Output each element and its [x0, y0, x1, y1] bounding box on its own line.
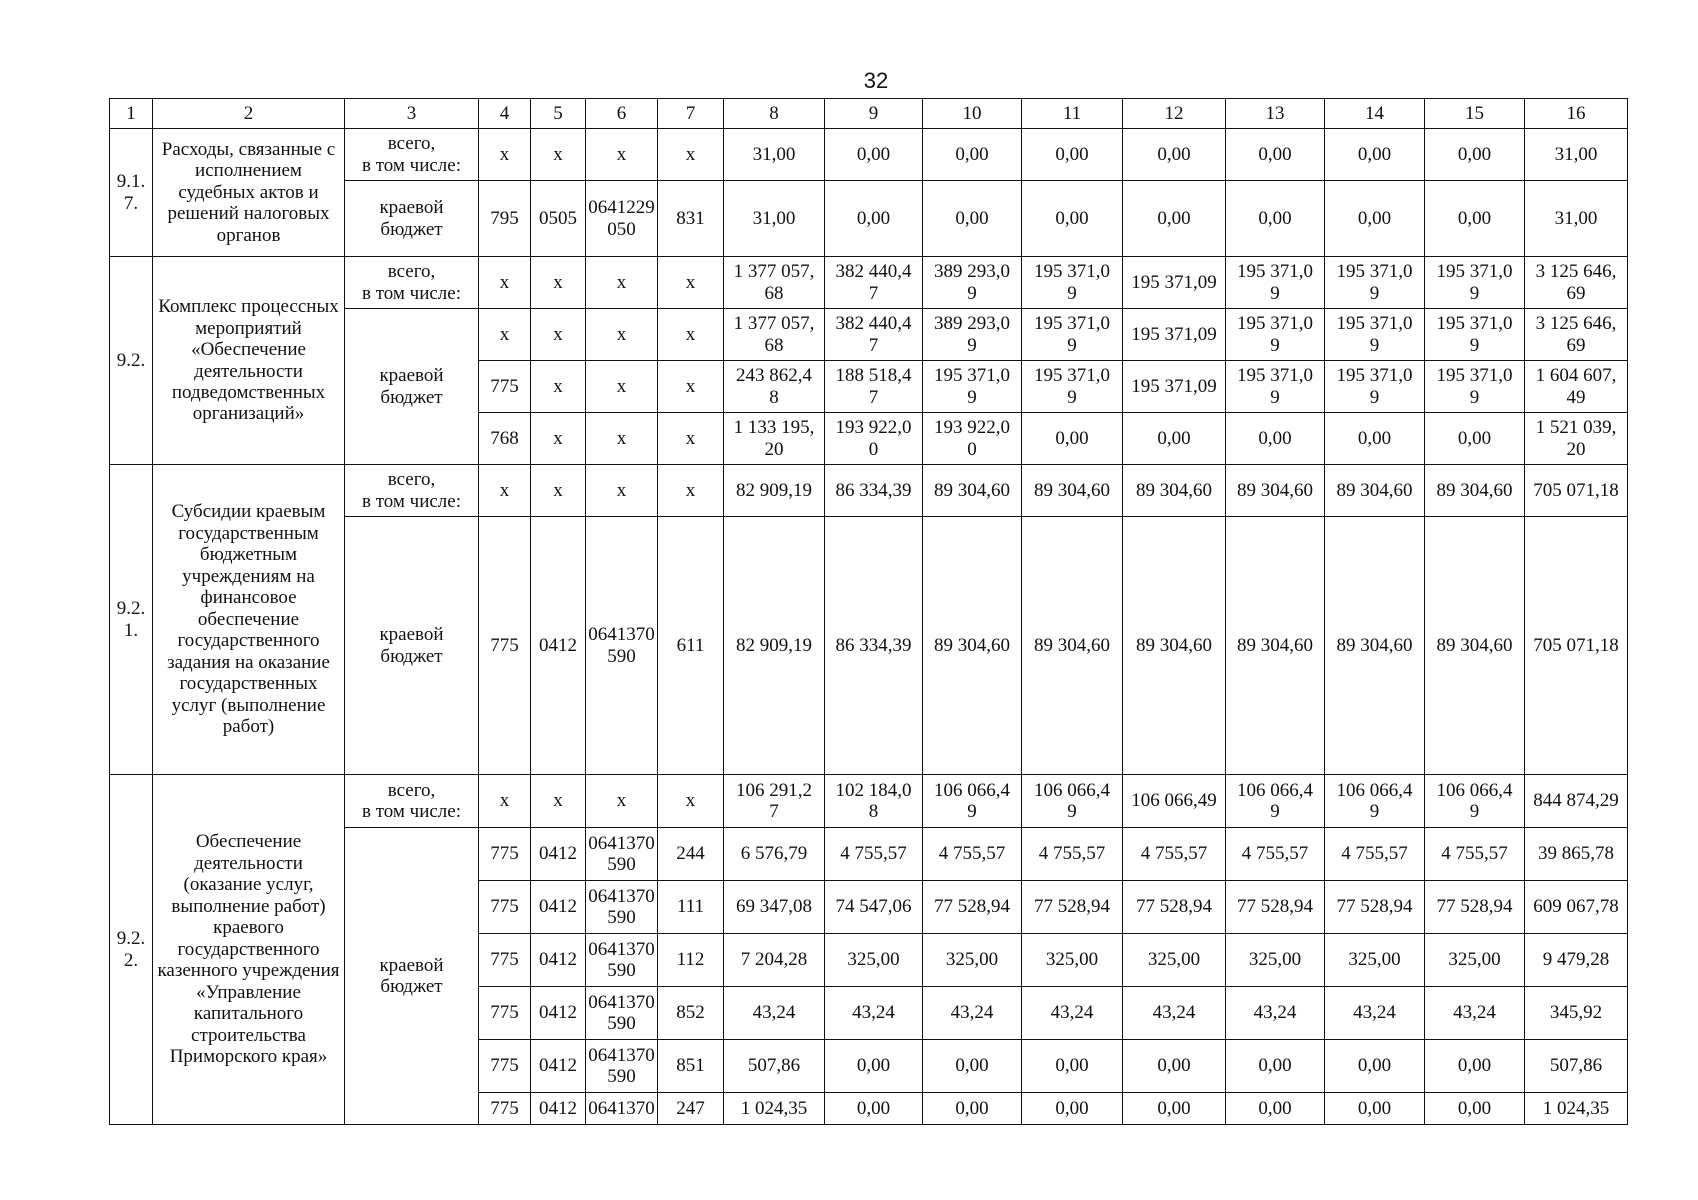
amount-cell: 188 518,4 7 [825, 361, 923, 413]
amount-cell: 106 066,4 9 [1022, 775, 1123, 828]
item-number-cell: 9.2. 1. [110, 465, 153, 775]
amount-cell: 4 755,57 [1123, 828, 1226, 881]
amount-cell: 243 862,4 8 [724, 361, 825, 413]
funding-source-cell: краевой бюджет [345, 181, 479, 257]
funding-source-cell: всего, в том числе: [345, 257, 479, 309]
code-cell: x [586, 129, 658, 181]
amount-cell: 195 371,0 9 [1425, 309, 1525, 361]
code-cell: x [531, 129, 586, 181]
code-cell: 0641370 590 [586, 1040, 658, 1093]
amount-cell: 0,00 [1226, 413, 1325, 465]
amount-cell: 705 071,18 [1525, 465, 1628, 517]
code-cell: x [586, 309, 658, 361]
amount-cell: 382 440,4 7 [825, 309, 923, 361]
item-name-cell: Субсидии краевым государственным бюджетным учреждениям на финансовое обеспечение государственного задания на оказание государственных услуг (выполнение работ) [153, 465, 345, 775]
amount-cell: 0,00 [1425, 413, 1525, 465]
code-cell: 0412 [531, 1040, 586, 1093]
code-cell: x [479, 129, 531, 181]
funding-source-cell: краевой бюджет [345, 828, 479, 1125]
header-cell: 3 [345, 99, 479, 129]
amount-cell: 1 133 195, 20 [724, 413, 825, 465]
code-cell: x [586, 775, 658, 828]
code-cell: x [658, 465, 724, 517]
amount-cell: 89 304,60 [1226, 517, 1325, 775]
amount-cell: 0,00 [1226, 129, 1325, 181]
code-cell: 775 [479, 881, 531, 934]
code-cell: x [658, 361, 724, 413]
header-cell: 8 [724, 99, 825, 129]
amount-cell: 106 066,4 9 [1425, 775, 1525, 828]
amount-cell: 31,00 [1525, 181, 1628, 257]
amount-cell: 844 874,29 [1525, 775, 1628, 828]
amount-cell: 82 909,19 [724, 465, 825, 517]
code-cell: 0641229 050 [586, 181, 658, 257]
amount-cell: 0,00 [825, 1093, 923, 1125]
amount-cell: 0,00 [1325, 413, 1425, 465]
header-cell: 2 [153, 99, 345, 129]
amount-cell: 0,00 [1123, 1040, 1226, 1093]
code-cell: 244 [658, 828, 724, 881]
header-cell: 6 [586, 99, 658, 129]
amount-cell: 325,00 [923, 934, 1022, 987]
code-cell: x [479, 775, 531, 828]
funding-source-cell: краевой бюджет [345, 309, 479, 465]
code-cell: 0412 [531, 517, 586, 775]
amount-cell: 6 576,79 [724, 828, 825, 881]
amount-cell: 31,00 [724, 129, 825, 181]
amount-cell: 69 347,08 [724, 881, 825, 934]
amount-cell: 39 865,78 [1525, 828, 1628, 881]
funding-source-cell: всего, в том числе: [345, 775, 479, 828]
item-number-cell: 9.2. 2. [110, 775, 153, 1125]
amount-cell: 4 755,57 [825, 828, 923, 881]
amount-cell: 325,00 [1325, 934, 1425, 987]
amount-cell: 195 371,0 9 [1022, 257, 1123, 309]
code-cell: 0641370 590 [586, 881, 658, 934]
amount-cell: 0,00 [923, 129, 1022, 181]
amount-cell: 705 071,18 [1525, 517, 1628, 775]
amount-cell: 0,00 [1123, 413, 1226, 465]
code-cell: 795 [479, 181, 531, 257]
code-cell: 0641370 590 [586, 828, 658, 881]
funding-source-cell: всего, в том числе: [345, 465, 479, 517]
amount-cell: 106 066,4 9 [923, 775, 1022, 828]
amount-cell: 0,00 [825, 181, 923, 257]
amount-cell: 102 184,0 8 [825, 775, 923, 828]
amount-cell: 0,00 [1325, 181, 1425, 257]
code-cell: x [479, 257, 531, 309]
code-cell: 852 [658, 987, 724, 1040]
amount-cell: 389 293,0 9 [923, 309, 1022, 361]
header-cell: 4 [479, 99, 531, 129]
amount-cell: 507,86 [724, 1040, 825, 1093]
amount-cell: 195 371,0 9 [1325, 309, 1425, 361]
code-cell: x [658, 413, 724, 465]
budget-table [109, 98, 1628, 1125]
amount-cell: 4 755,57 [1425, 828, 1525, 881]
amount-cell: 0,00 [1325, 1040, 1425, 1093]
amount-cell: 43,24 [1123, 987, 1226, 1040]
code-cell: x [658, 129, 724, 181]
amount-cell: 77 528,94 [923, 881, 1022, 934]
amount-cell: 77 528,94 [1425, 881, 1525, 934]
header-cell: 16 [1525, 99, 1628, 129]
amount-cell: 89 304,60 [1425, 517, 1525, 775]
amount-cell: 3 125 646, 69 [1525, 257, 1628, 309]
amount-cell: 106 066,4 9 [1325, 775, 1425, 828]
amount-cell: 193 922,0 0 [923, 413, 1022, 465]
amount-cell: 0,00 [825, 1040, 923, 1093]
amount-cell: 89 304,60 [923, 465, 1022, 517]
amount-cell: 1 377 057, 68 [724, 309, 825, 361]
item-number-cell: 9.2. [110, 257, 153, 465]
header-cell: 13 [1226, 99, 1325, 129]
item-name-cell: Обеспечение деятельности (оказание услуг, выполнение работ) краевого государственного казенного учреждения «Управление капитального строительства Приморского края» [153, 775, 345, 1125]
amount-cell: 195 371,09 [1123, 257, 1226, 309]
code-cell: 831 [658, 181, 724, 257]
amount-cell: 82 909,19 [724, 517, 825, 775]
amount-cell: 4 755,57 [1022, 828, 1123, 881]
item-number-cell: 9.1. 7. [110, 129, 153, 257]
amount-cell: 4 755,57 [1325, 828, 1425, 881]
code-cell: x [586, 413, 658, 465]
code-cell: 111 [658, 881, 724, 934]
header-cell: 15 [1425, 99, 1525, 129]
code-cell: 0641370 [586, 1093, 658, 1125]
amount-cell: 0,00 [1226, 181, 1325, 257]
header-cell: 7 [658, 99, 724, 129]
amount-cell: 106 291,2 7 [724, 775, 825, 828]
code-cell: 0412 [531, 1093, 586, 1125]
header-cell: 9 [825, 99, 923, 129]
amount-cell: 382 440,4 7 [825, 257, 923, 309]
amount-cell: 609 067,78 [1525, 881, 1628, 934]
amount-cell: 0,00 [1425, 1093, 1525, 1125]
amount-cell: 86 334,39 [825, 517, 923, 775]
amount-cell: 195 371,0 9 [1022, 361, 1123, 413]
code-cell: 775 [479, 1040, 531, 1093]
header-cell: 14 [1325, 99, 1425, 129]
amount-cell: 195 371,0 9 [1325, 361, 1425, 413]
header-row [110, 99, 1628, 129]
amount-cell: 1 024,35 [1525, 1093, 1628, 1125]
funding-source-cell: краевой бюджет [345, 517, 479, 775]
amount-cell: 0,00 [923, 1040, 1022, 1093]
code-cell: 768 [479, 413, 531, 465]
amount-cell: 507,86 [1525, 1040, 1628, 1093]
amount-cell: 43,24 [1226, 987, 1325, 1040]
page-number: 32 [863, 68, 889, 93]
amount-cell: 0,00 [1022, 129, 1123, 181]
amount-cell: 0,00 [1325, 129, 1425, 181]
amount-cell: 89 304,60 [1226, 465, 1325, 517]
amount-cell: 0,00 [1226, 1093, 1325, 1125]
amount-cell: 195 371,0 9 [1425, 257, 1525, 309]
item-name-cell: Комплекс процессных мероприятий «Обеспечение деятельности подведомственных организаций» [153, 257, 345, 465]
amount-cell: 77 528,94 [1022, 881, 1123, 934]
amount-cell: 89 304,60 [1022, 517, 1123, 775]
code-cell: 0641370 590 [586, 934, 658, 987]
amount-cell: 77 528,94 [1123, 881, 1226, 934]
amount-cell: 89 304,60 [1123, 465, 1226, 517]
amount-cell: 195 371,0 9 [1226, 257, 1325, 309]
amount-cell: 106 066,4 9 [1226, 775, 1325, 828]
amount-cell: 195 371,0 9 [1226, 361, 1325, 413]
amount-cell: 325,00 [825, 934, 923, 987]
code-cell: 611 [658, 517, 724, 775]
amount-cell: 106 066,49 [1123, 775, 1226, 828]
code-cell: 0412 [531, 828, 586, 881]
amount-cell: 74 547,06 [825, 881, 923, 934]
table-row [110, 775, 1628, 828]
code-cell: x [586, 257, 658, 309]
amount-cell: 89 304,60 [1022, 465, 1123, 517]
amount-cell: 195 371,0 9 [923, 361, 1022, 413]
funding-source-cell: всего, в том числе: [345, 129, 479, 181]
amount-cell: 3 125 646, 69 [1525, 309, 1628, 361]
header-cell: 11 [1022, 99, 1123, 129]
amount-cell: 0,00 [1022, 413, 1123, 465]
code-cell: x [586, 361, 658, 413]
code-cell: x [658, 257, 724, 309]
amount-cell: 345,92 [1525, 987, 1628, 1040]
amount-cell: 31,00 [1525, 129, 1628, 181]
amount-cell: 325,00 [1425, 934, 1525, 987]
amount-cell: 4 755,57 [923, 828, 1022, 881]
code-cell: 112 [658, 934, 724, 987]
code-cell: 775 [479, 828, 531, 881]
amount-cell: 43,24 [825, 987, 923, 1040]
code-cell: x [531, 465, 586, 517]
code-cell: x [531, 775, 586, 828]
amount-cell: 89 304,60 [1123, 517, 1226, 775]
table-row [110, 129, 1628, 181]
amount-cell: 1 604 607, 49 [1525, 361, 1628, 413]
header-cell: 1 [110, 99, 153, 129]
amount-cell: 325,00 [1123, 934, 1226, 987]
code-cell: 0412 [531, 987, 586, 1040]
code-cell: 775 [479, 987, 531, 1040]
amount-cell: 77 528,94 [1325, 881, 1425, 934]
code-cell: x [658, 309, 724, 361]
amount-cell: 7 204,28 [724, 934, 825, 987]
amount-cell: 31,00 [724, 181, 825, 257]
amount-cell: 0,00 [1425, 129, 1525, 181]
amount-cell: 43,24 [923, 987, 1022, 1040]
header-cell: 12 [1123, 99, 1226, 129]
amount-cell: 0,00 [923, 1093, 1022, 1125]
amount-cell: 43,24 [1022, 987, 1123, 1040]
code-cell: 775 [479, 517, 531, 775]
amount-cell: 9 479,28 [1525, 934, 1628, 987]
code-cell: 775 [479, 934, 531, 987]
item-name-cell: Расходы, связанные с исполнением судебных актов и решений налоговых органов [153, 129, 345, 257]
amount-cell: 4 755,57 [1226, 828, 1325, 881]
table-row [110, 465, 1628, 517]
amount-cell: 195 371,0 9 [1022, 309, 1123, 361]
amount-cell: 43,24 [1425, 987, 1525, 1040]
amount-cell: 195 371,0 9 [1226, 309, 1325, 361]
code-cell: x [531, 361, 586, 413]
amount-cell: 1 377 057, 68 [724, 257, 825, 309]
table-row [110, 257, 1628, 309]
code-cell: x [531, 309, 586, 361]
amount-cell: 325,00 [1226, 934, 1325, 987]
header-cell: 5 [531, 99, 586, 129]
code-cell: 0505 [531, 181, 586, 257]
amount-cell: 43,24 [1325, 987, 1425, 1040]
amount-cell: 0,00 [1022, 1040, 1123, 1093]
code-cell: 851 [658, 1040, 724, 1093]
amount-cell: 0,00 [1022, 181, 1123, 257]
code-cell: x [479, 309, 531, 361]
amount-cell: 89 304,60 [923, 517, 1022, 775]
code-cell: 0412 [531, 934, 586, 987]
code-cell: x [531, 257, 586, 309]
amount-cell: 1 024,35 [724, 1093, 825, 1125]
amount-cell: 325,00 [1022, 934, 1123, 987]
code-cell: x [479, 465, 531, 517]
code-cell: 0641370 590 [586, 987, 658, 1040]
code-cell: 0412 [531, 881, 586, 934]
amount-cell: 0,00 [1123, 181, 1226, 257]
amount-cell: 89 304,60 [1325, 517, 1425, 775]
amount-cell: 0,00 [825, 129, 923, 181]
amount-cell: 43,24 [724, 987, 825, 1040]
amount-cell: 0,00 [1325, 1093, 1425, 1125]
amount-cell: 0,00 [1123, 129, 1226, 181]
amount-cell: 0,00 [1425, 181, 1525, 257]
amount-cell: 195 371,0 9 [1325, 257, 1425, 309]
amount-cell: 89 304,60 [1325, 465, 1425, 517]
code-cell: 775 [479, 1093, 531, 1125]
amount-cell: 389 293,0 9 [923, 257, 1022, 309]
code-cell: 775 [479, 361, 531, 413]
amount-cell: 193 922,0 0 [825, 413, 923, 465]
code-cell: 247 [658, 1093, 724, 1125]
amount-cell: 89 304,60 [1425, 465, 1525, 517]
code-cell: x [586, 465, 658, 517]
code-cell: x [658, 775, 724, 828]
header-cell: 10 [923, 99, 1022, 129]
amount-cell: 0,00 [1123, 1093, 1226, 1125]
amount-cell: 195 371,09 [1123, 309, 1226, 361]
amount-cell: 0,00 [1425, 1040, 1525, 1093]
amount-cell: 1 521 039, 20 [1525, 413, 1628, 465]
code-cell: 0641370 590 [586, 517, 658, 775]
amount-cell: 77 528,94 [1226, 881, 1325, 934]
code-cell: x [531, 413, 586, 465]
amount-cell: 0,00 [1226, 1040, 1325, 1093]
amount-cell: 86 334,39 [825, 465, 923, 517]
amount-cell: 0,00 [923, 181, 1022, 257]
amount-cell: 195 371,09 [1123, 361, 1226, 413]
amount-cell: 0,00 [1022, 1093, 1123, 1125]
amount-cell: 195 371,0 9 [1425, 361, 1525, 413]
